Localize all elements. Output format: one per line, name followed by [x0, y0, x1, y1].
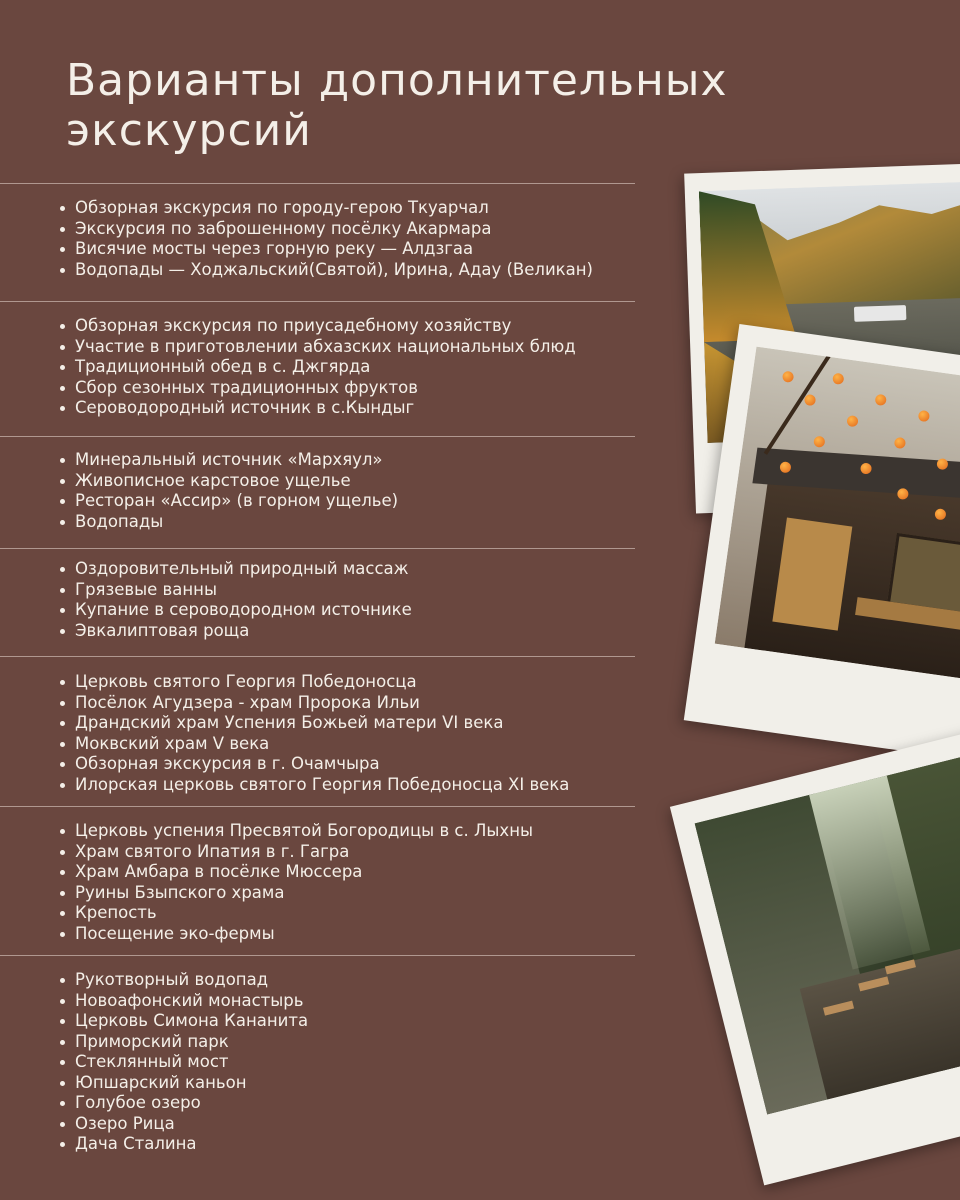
page-title [66, 56, 826, 156]
list-item: Церковь святого Георгия Победоносца [58, 672, 638, 693]
list-item: Храм святого Ипатия в г. Гагра [58, 842, 638, 863]
polaroid-photo-gorge [670, 725, 960, 1186]
gorge-photo [695, 748, 960, 1114]
list-item: Драндский храм Успения Божьей матери VI века [58, 713, 638, 734]
list-item: Купание в сероводородном источнике [58, 600, 638, 621]
list-item: Посещение эко-фермы [58, 924, 638, 945]
list-item: Озеро Рица [58, 1114, 638, 1135]
list-item: Церковь Симона Кананита [58, 1011, 638, 1032]
list-item: Илорская церковь святого Георгия Победоносца XI века [58, 775, 638, 796]
list-item: Грязевые ванны [58, 580, 638, 601]
title-line-2: экскурсий [66, 105, 312, 156]
list-item: Водопады — Ходжальский(Святой), Ирина, Адау (Великан) [58, 260, 638, 281]
list-item: Обзорная экскурсия в г. Очамчыра [58, 754, 638, 775]
list-item: Сероводородный источник в с.Кындыг [58, 398, 638, 419]
list-item: Водопады [58, 512, 638, 533]
list-item: Минеральный источник «Мархяул» [58, 450, 638, 471]
excursion-group-1 [58, 198, 638, 280]
title-line-1: Варианты дополнительных [66, 55, 728, 106]
divider [0, 183, 635, 184]
list-item: Ресторан «Ассир» (в горном ущелье) [58, 491, 638, 512]
list-item: Юпшарский каньон [58, 1073, 638, 1094]
excursion-group-2 [58, 316, 638, 419]
excursion-group-4 [58, 559, 638, 641]
excursion-group-3 [58, 450, 638, 532]
list-item: Церковь успения Пресвятой Богородицы в с. Лыхны [58, 821, 638, 842]
divider [0, 656, 635, 657]
divider [0, 301, 635, 302]
list-item: Участие в приготовлении абхазских национальных блюд [58, 337, 638, 358]
list-item: Рукотворный водопад [58, 970, 638, 991]
divider [0, 955, 635, 956]
divider [0, 436, 635, 437]
list-item: Стеклянный мост [58, 1052, 638, 1073]
list-item: Обзорная экскурсия по городу-герою Ткуарчал [58, 198, 638, 219]
excursion-group-5 [58, 672, 638, 795]
divider [0, 548, 635, 549]
list-item: Сбор сезонных традиционных фруктов [58, 378, 638, 399]
list-item: Моквский храм V века [58, 734, 638, 755]
divider [0, 806, 635, 807]
list-item: Традиционный обед в с. Джгярда [58, 357, 638, 378]
list-item: Оздоровительный природный массаж [58, 559, 638, 580]
list-item: Живописное карстовое ущелье [58, 471, 638, 492]
list-item: Посёлок Агудзера - храм Пророка Ильи [58, 693, 638, 714]
boat [854, 305, 907, 322]
list-item: Экскурсия по заброшенному посёлку Акармара [58, 219, 638, 240]
list-item: Приморский парк [58, 1032, 638, 1053]
list-item: Эвкалиптовая роща [58, 621, 638, 642]
list-item: Голубое озеро [58, 1093, 638, 1114]
list-item: Руины Бзыпского храма [58, 883, 638, 904]
list-item: Висячие мосты через горную реку — Алдзгаа [58, 239, 638, 260]
persimmon-photo [715, 347, 960, 686]
list-item: Обзорная экскурсия по приусадебному хозяйству [58, 316, 638, 337]
list-item: Дача Сталина [58, 1134, 638, 1155]
list-item: Крепость [58, 903, 638, 924]
excursion-group-6 [58, 821, 638, 944]
list-item: Новоафонский монастырь [58, 991, 638, 1012]
excursion-group-7 [58, 970, 638, 1155]
list-item: Храм Амбара в посёлке Мюссера [58, 862, 638, 883]
